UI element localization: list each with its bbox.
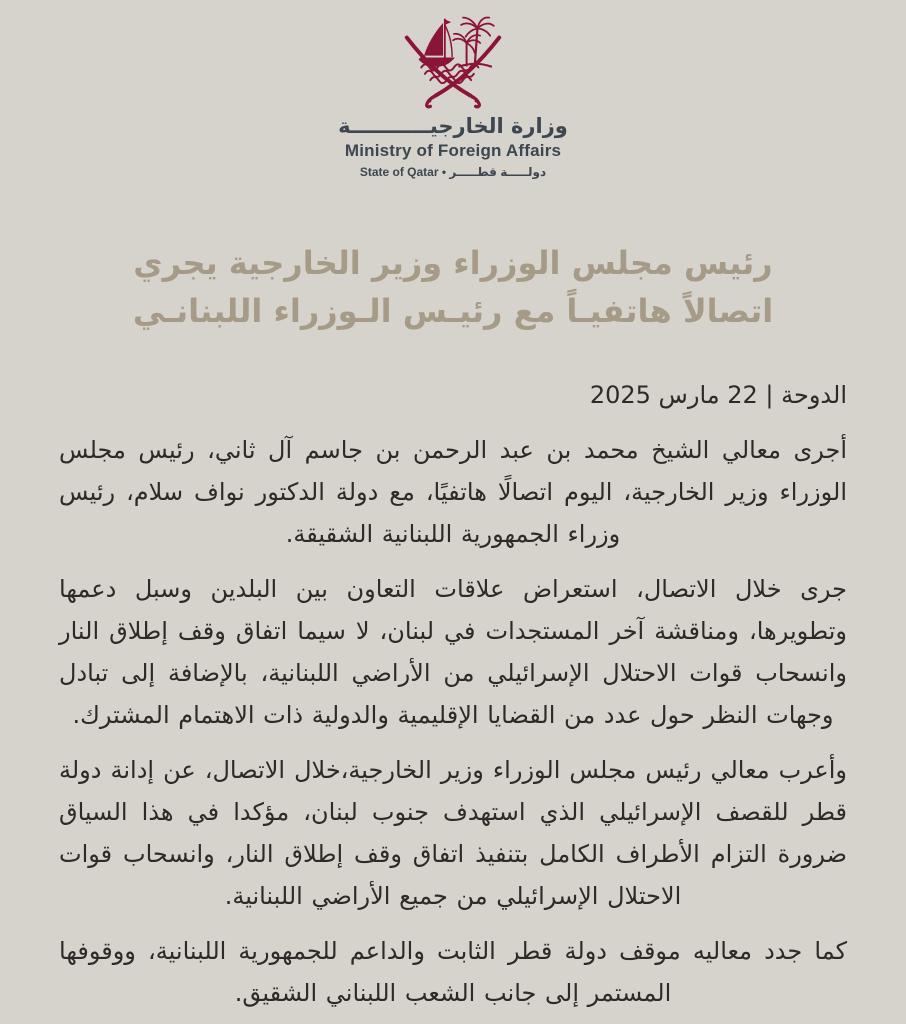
paragraph-4: كما جدد معاليه موقف دولة قطر الثابت والداعم للجمهورية اللبنانية، ووقوفها المستمر إلى جانب الشعب اللبناني الشقيق. <box>59 937 847 1008</box>
ministry-name-arabic: وزارة الخارجيـــــــــــة <box>338 114 568 138</box>
press-release-title <box>0 239 906 335</box>
title-line-1: رئيس مجلس الوزراء وزير الخارجية يجري <box>133 244 773 283</box>
ministry-name-english: Ministry of Foreign Affairs <box>344 141 562 161</box>
paragraph-2: جرى خلال الاتصال، استعراض علاقات التعاون بين البلدين وسبل دعمها وتطويرها، ومناقشة آخر المستجدات في لبنان، لا سيما اتفاق وقف إطلاق النار وانسحاب قوات الاحتلال الإسرائيلي من الأراضي اللبنانية، بالإضافة إلى تبادل وجهات النظر حول عدد من القضايا الإقليمية والدولية ذات الاهتمام المشترك. <box>59 575 847 730</box>
ministry-header <box>0 14 906 179</box>
qatar-mofa-emblem-icon <box>394 14 512 110</box>
paragraph-3: وأعرب معالي رئيس مجلس الوزراء وزير الخارجية،خلال الاتصال، عن إدانة دولة قطر للقصف الإسرائيلي الذي استهدف جنوب لبنان، مؤكدا في هذا السياق ضرورة التزام الأطراف الكامل بتنفيذ اتفاق وقف إطلاق النار، وانسحاب قوات الاحتلال الإسرائيلي من جميع الأراضي اللبنانية. <box>59 756 847 911</box>
dateline: الدوحة | 22 مارس 2025 <box>589 381 847 410</box>
paragraph-1: أجرى معالي الشيخ محمد بن عبد الرحمن بن جاسم آل ثاني، رئيس مجلس الوزراء وزير الخارجية، اليوم اتصالًا هاتفيًا، مع دولة الدكتور نواف سلام، رئيس وزراء الجمهورية اللبنانية الشقيقة. <box>59 436 847 549</box>
press-release-body <box>59 429 847 1014</box>
state-of-qatar-line: State of Qatar • دولـــــة قطـــــر <box>359 165 547 180</box>
title-line-2: اتصالاً هاتفيـاً مع رئيـس الـوزراء اللبنانـي <box>132 292 774 331</box>
